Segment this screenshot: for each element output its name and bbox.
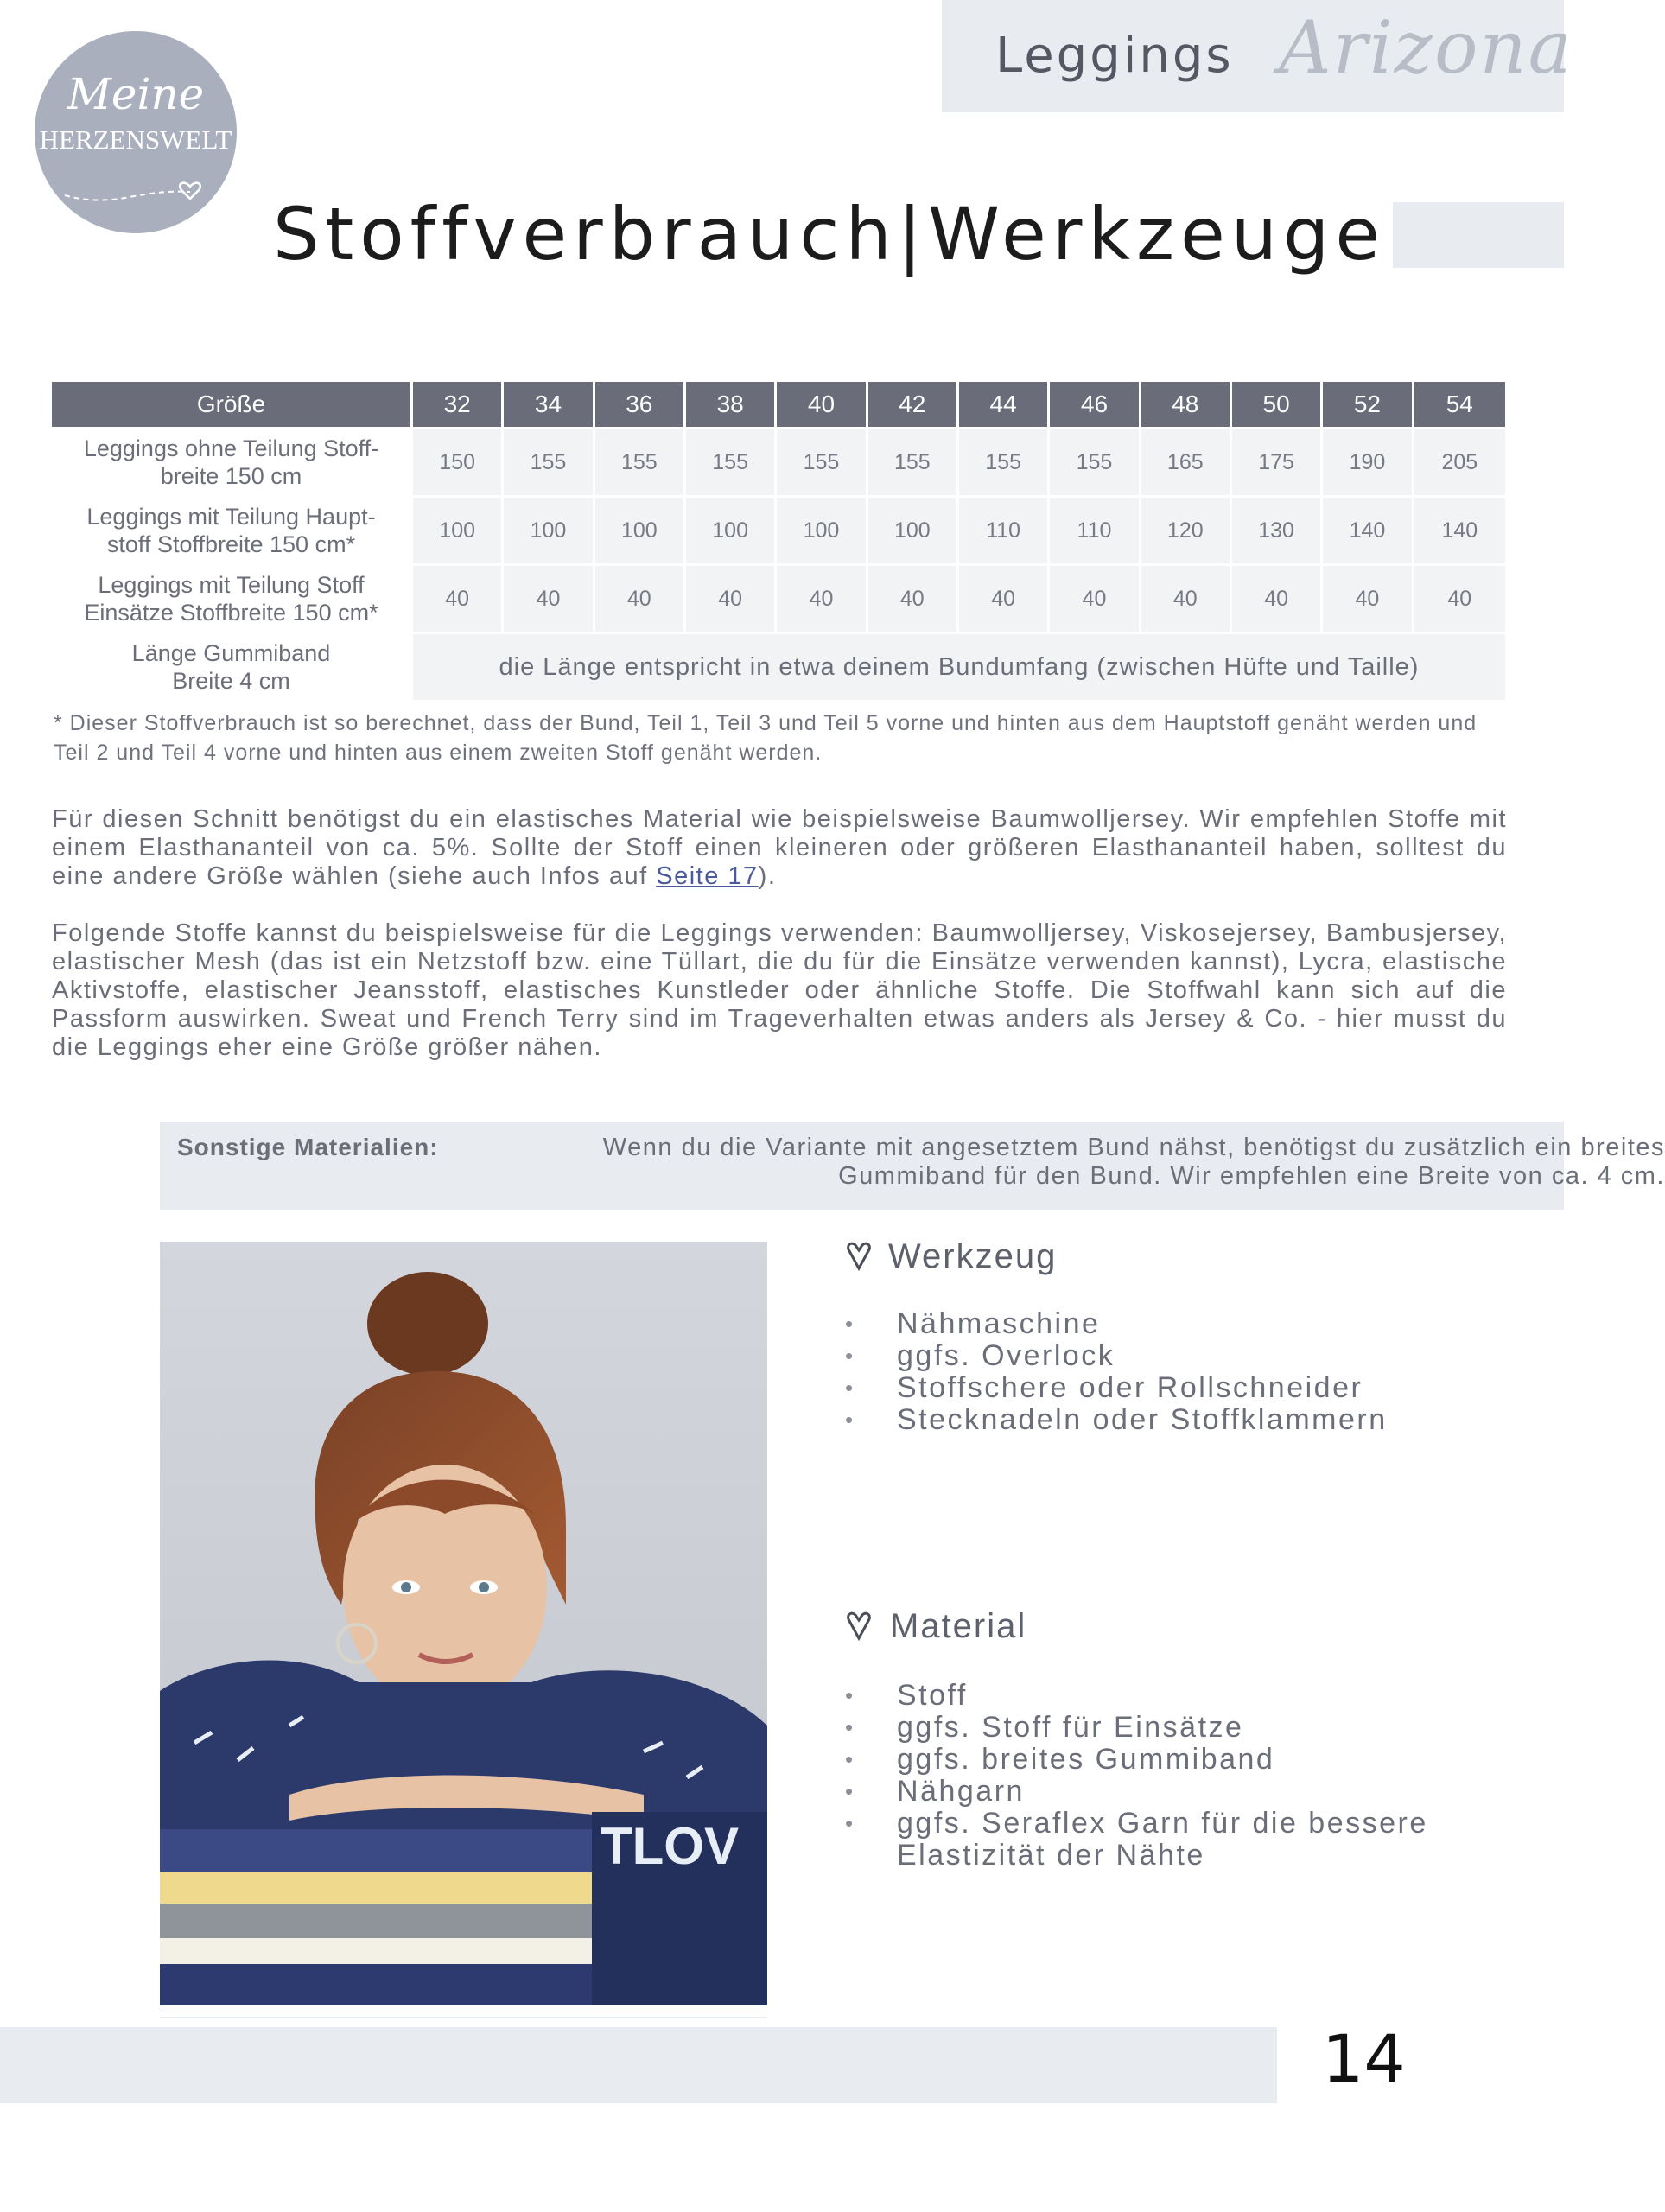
table-row <box>52 563 1505 632</box>
portrait-image <box>160 1242 767 2005</box>
table-cell: 100 <box>777 495 867 563</box>
row-label-line: Leggings mit Teilung Stoff <box>98 572 365 598</box>
other-materials-band <box>160 1122 1665 1210</box>
list-item: • ggfs. breites Gummiband <box>845 1744 1502 1776</box>
table-header-label: Größe <box>52 382 413 427</box>
brand-logo <box>35 31 237 233</box>
other-materials-text: Wenn du die Variante mit angesetztem Bund nähst, benötigst du zusätzlich ein breites Gummiband für den Bund. Wir empfehlen eine Breite von ca. 4 cm. <box>602 1134 1665 1190</box>
table-header-size: 46 <box>1050 382 1141 427</box>
table-cell: 130 <box>1232 495 1323 563</box>
footer-band <box>0 2027 1277 2103</box>
table-header-size: 52 <box>1323 382 1414 427</box>
table-cell: 40 <box>1141 563 1232 632</box>
list-item: • Stoff <box>845 1680 1502 1712</box>
material-list <box>845 1680 1502 1872</box>
row-label-line: breite 150 cm <box>160 463 302 489</box>
table-cell: 40 <box>1414 563 1505 632</box>
designer-photo <box>160 1242 767 2005</box>
table-cell: 100 <box>504 495 594 563</box>
table-cell: 40 <box>777 563 867 632</box>
heart-icon <box>845 1611 873 1642</box>
paragraph-text: ). <box>758 862 777 890</box>
row-label <box>52 632 413 700</box>
header-category: Leggings <box>995 28 1234 84</box>
fabric-consumption-table <box>52 382 1505 700</box>
shirt-print-text: TLOV <box>601 1817 739 1875</box>
table-cell: 40 <box>1323 563 1414 632</box>
row-label-line: Leggings mit Teilung Haupt- <box>86 504 376 530</box>
table-cell: 40 <box>959 563 1050 632</box>
list-item: • Nähgarn <box>845 1776 1502 1808</box>
table-cell: 205 <box>1414 427 1505 495</box>
row-label-line: Einsätze Stoffbreite 150 cm* <box>84 600 378 626</box>
table-header-size: 54 <box>1414 382 1505 427</box>
table-cell: 40 <box>1232 563 1323 632</box>
row-label-line: Breite 4 cm <box>172 668 290 694</box>
row-label <box>52 495 413 563</box>
table-cell: 165 <box>1141 427 1232 495</box>
page-title: Stoffverbrauch|Werkzeuge <box>273 192 1387 276</box>
table-cell: 155 <box>595 427 686 495</box>
list-item: • Nähmaschine <box>845 1308 1502 1340</box>
table-row <box>52 632 1505 700</box>
table-cell: 100 <box>868 495 959 563</box>
row-label-line: stoff Stoffbreite 150 cm* <box>106 531 356 557</box>
table-cell: 140 <box>1414 495 1505 563</box>
page-number: 14 <box>1322 2020 1406 2097</box>
table-footnote: * Dieser Stoffverbrauch ist so berechnet, dass der Bund, Teil 1, Teil 3 und Teil 5 vorne und hinten aus dem Hauptstoff genäht werden und Teil 2 und Teil 4 vorne und hinten aus einem zweiten Stoff genäht werden. <box>54 711 1478 765</box>
other-materials-label: Sonstige Materialien: <box>177 1134 439 1160</box>
table-header-size: 32 <box>413 382 504 427</box>
table-header-size: 34 <box>504 382 594 427</box>
fabric-types-paragraph: Folgende Stoffe kannst du beispielsweise für die Leggings verwenden: Baumwolljersey, Viskosejersey, Bambusjersey, elastischer Mesh (das ist ein Netzstoff bzw. eine Tüllart, die du für die Einsätze verwenden kannst), Lycra, elastische Aktivstoffe, elastischer Jeansstoff, elastisches Kunstleder oder ähnliche Stoffe. Die Stoffwahl kann sich auf die Passform auswirken. Sweat und French Terry sind im Trageverhalten etwas anders als Jersey & Co. - hier musst du die Leggings eher eine Größe größer nähen. <box>52 919 1507 1061</box>
logo-brand-text: HERZENSWELT <box>39 124 232 155</box>
tools-list <box>845 1308 1502 1436</box>
tools-heading: Werkzeug <box>888 1237 1058 1275</box>
material-heading: Material <box>890 1607 1027 1645</box>
table-header-size: 44 <box>959 382 1050 427</box>
table-cell: 155 <box>686 427 777 495</box>
table-cell: 140 <box>1323 495 1414 563</box>
table-cell: 40 <box>413 563 504 632</box>
table-cell: 120 <box>1141 495 1232 563</box>
header-band <box>942 0 1573 112</box>
table-cell: 40 <box>1050 563 1141 632</box>
table-cell: 155 <box>777 427 867 495</box>
table-row <box>52 427 1505 495</box>
table-cell: 175 <box>1232 427 1323 495</box>
heart-icon <box>845 1241 873 1272</box>
row-label-line: Leggings ohne Teilung Stoff- <box>83 435 379 461</box>
list-item: • ggfs. Overlock <box>845 1340 1502 1372</box>
row-label-line: Länge Gummiband <box>131 640 331 666</box>
table-cell: 190 <box>1323 427 1414 495</box>
table-header-size: 36 <box>595 382 686 427</box>
row-label <box>52 563 413 632</box>
table-header-size: 40 <box>777 382 867 427</box>
elastic-length-cell: die Länge entspricht in etwa deinem Bundumfang (zwischen Hüfte und Taille) <box>413 632 1505 700</box>
table-cell: 155 <box>504 427 594 495</box>
logo-script-text: Meine <box>67 69 205 119</box>
table-cell: 40 <box>504 563 594 632</box>
header-pattern-name: Arizona <box>1279 5 1573 90</box>
row-label <box>52 427 413 495</box>
table-header-size: 48 <box>1141 382 1232 427</box>
title-accent-band <box>1393 202 1564 268</box>
table-cell: 100 <box>413 495 504 563</box>
table-cell: 155 <box>959 427 1050 495</box>
table-cell: 110 <box>1050 495 1141 563</box>
table-header-size: 42 <box>868 382 959 427</box>
table-cell: 150 <box>413 427 504 495</box>
list-item: • Stoffschere oder Rollschneider <box>845 1372 1502 1404</box>
paragraph-text: Für diesen Schnitt benötigst du ein elastisches Material wie beispielsweise Baumwolljersey. Wir empfehlen Stoffe mit einem Elasthananteil von ca. 5%. Sollte der Stoff einen kleineren oder größeren Elasthananteil haben, solltest du eine andere Größe wählen (siehe auch Infos auf <box>52 805 1507 890</box>
table-cell: 110 <box>959 495 1050 563</box>
table-header-row <box>52 382 1505 427</box>
table-cell: 155 <box>868 427 959 495</box>
table-cell: 40 <box>868 563 959 632</box>
logo-heart-line-icon <box>60 161 216 213</box>
list-item: • ggfs. Stoff für Einsätze <box>845 1712 1502 1744</box>
table-cell: 100 <box>595 495 686 563</box>
page-link[interactable]: Seite 17 <box>656 862 759 890</box>
table-cell: 155 <box>1050 427 1141 495</box>
table-cell: 40 <box>686 563 777 632</box>
list-item: • ggfs. Seraflex Garn für die bessere Elastizität der Nähte <box>845 1808 1502 1872</box>
table-header-size: 38 <box>686 382 777 427</box>
table-cell: 40 <box>595 563 686 632</box>
photo-underline <box>160 2017 767 2018</box>
fabric-intro-paragraph <box>52 805 1507 891</box>
table-header-size: 50 <box>1232 382 1323 427</box>
list-item: • Stecknadeln oder Stoffklammern <box>845 1404 1502 1436</box>
table-row <box>52 495 1505 563</box>
table-cell: 100 <box>686 495 777 563</box>
